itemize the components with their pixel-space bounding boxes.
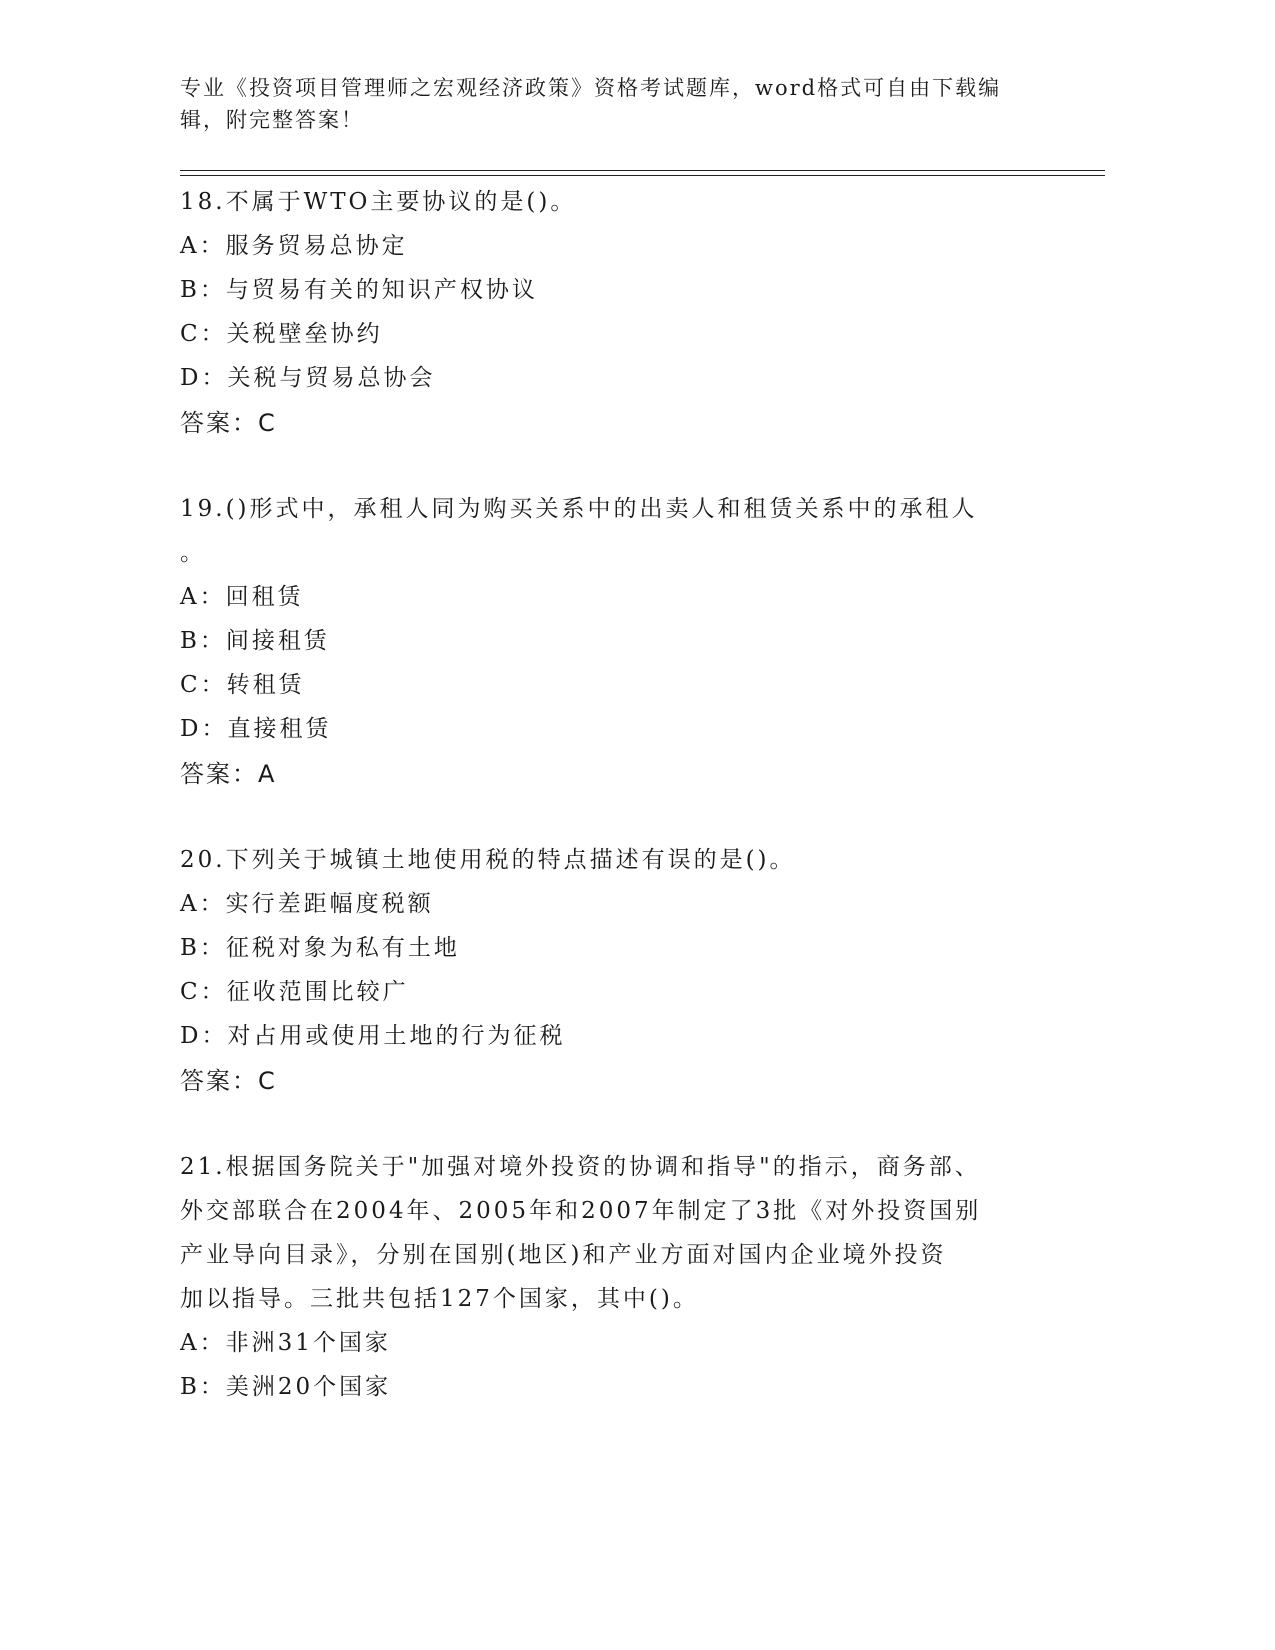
option-d: D：对占用或使用土地的行为征税 [180, 1023, 566, 1049]
header-line-2: 辑，附完整答案！ [180, 108, 364, 132]
question-stem: 19.()形式中，承租人同为购买关系中的出卖人和租赁关系中的承租人 [180, 496, 978, 522]
option-a: A：实行差距幅度税额 [180, 891, 434, 917]
question-stem-line-1: 21.根据国务院关于"加强对境外投资的协调和指导"的指示，商务部、 [180, 1154, 981, 1180]
option-c: C：关税壁垒协约 [180, 321, 383, 347]
question-20 [180, 841, 1060, 1105]
question-stem: 20.下列关于城镇土地使用税的特点描述有误的是()。 [180, 847, 796, 873]
option-a: A：服务贸易总协定 [180, 233, 408, 259]
option-a: A：非洲31个国家 [180, 1330, 391, 1356]
option-b: B：间接租赁 [180, 628, 330, 654]
question-stem: 18.不属于WTO主要协议的是()。 [180, 189, 577, 215]
header-rule-top [180, 170, 1105, 171]
question-stem-line-2: 外交部联合在2004年、2005年和2007年制定了3批《对外投资国别 [180, 1198, 982, 1224]
option-d: D：关税与贸易总协会 [180, 365, 436, 391]
spacer [180, 447, 1060, 490]
option-d: D：直接租赁 [180, 716, 332, 742]
question-18 [180, 183, 1060, 447]
question-stem-line-3: 产业导向目录》，分别在国别(地区)和产业方面对国内企业境外投资 [180, 1242, 947, 1268]
question-stem-continuation: 。 [180, 540, 206, 566]
question-list [180, 183, 1060, 1412]
question-stem-line-4: 加以指导。三批共包括127个国家，其中()。 [180, 1286, 699, 1312]
header-rule-bottom [180, 175, 1105, 176]
spacer [180, 1105, 1060, 1148]
option-b: B：美洲20个国家 [180, 1374, 392, 1400]
header-line-1: 专业《投资项目管理师之宏观经济政策》资格考试题库，word格式可自由下载编 [180, 76, 1002, 100]
option-b: B：征税对象为私有土地 [180, 935, 460, 961]
spacer [180, 798, 1060, 841]
document-header [180, 72, 1060, 136]
option-c: C：转租赁 [180, 672, 305, 698]
question-21 [180, 1148, 1060, 1412]
answer: 答案：C [180, 409, 277, 437]
answer: 答案：A [180, 760, 277, 788]
answer: 答案：C [180, 1067, 277, 1095]
question-19 [180, 490, 1060, 798]
option-c: C：征收范围比较广 [180, 979, 409, 1005]
option-a: A：回租赁 [180, 584, 304, 610]
option-b: B：与贸易有关的知识产权协议 [180, 277, 538, 303]
